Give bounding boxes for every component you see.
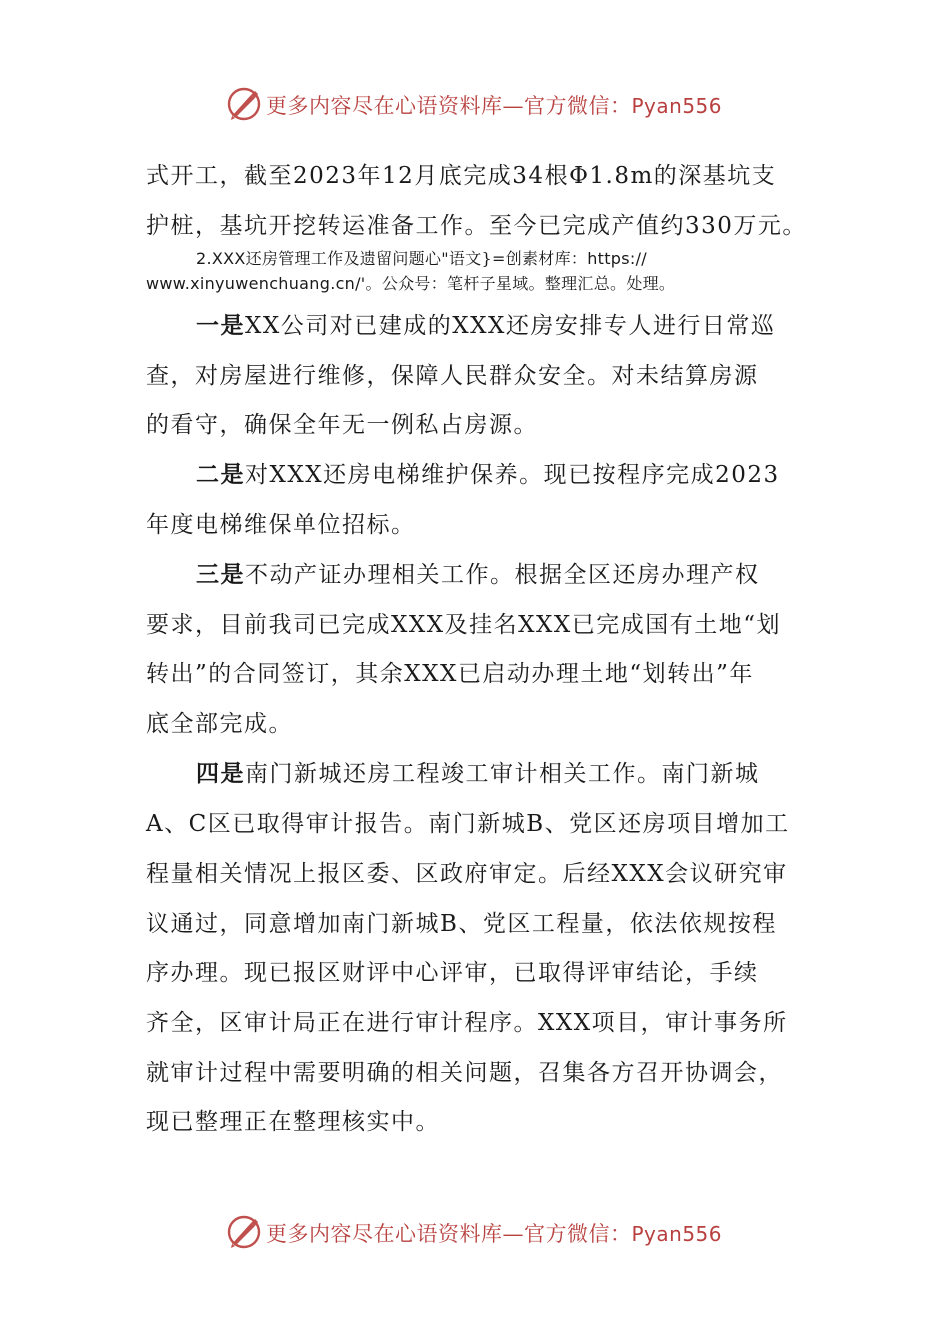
paragraph-first-line: 一是XX公司对已建成的XXX还房安排专人进行日常巡 — [196, 312, 776, 339]
banner-text: 更多内容尽在心语资料库—官方微信：Pyan556 — [266, 1222, 723, 1246]
paragraph-line: 的看守，确保全年无一例私占房源。 — [146, 412, 538, 438]
paragraph-line: 式开工，截至2023年12月底完成34根Φ1.8m的深基坑支 — [146, 163, 777, 189]
pen-logo-icon — [226, 1214, 262, 1250]
paragraph-line: 转出”的合同签订，其余XXX已启动办理土地“划转出”年 — [146, 661, 754, 687]
paragraph-line: 齐全，区审计局正在进行审计程序。XXX项目，审计事务所 — [146, 1010, 788, 1036]
paragraph-line: 底全部完成。 — [146, 711, 293, 737]
paragraph-line: 现已整理正在整理核实中。 — [146, 1109, 440, 1135]
paragraph-line: 年度电梯维保单位招标。 — [146, 512, 416, 538]
header-banner — [0, 78, 950, 126]
banner-text: 更多内容尽在心语资料库—官方微信：Pyan556 — [266, 94, 723, 118]
paragraph-first-line: 二是对XXX还房电梯维护保养。现已按程序完成2023 — [196, 461, 780, 488]
paragraph-line: 就审计过程中需要明确的相关问题，召集各方召开协调会， — [146, 1060, 783, 1086]
paragraph-first-line: 三是不动产证办理相关工作。根据全区还房办理产权 — [196, 561, 760, 588]
paragraph-line: 议通过，同意增加南门新城B、党区工程量，依法依规按程 — [146, 911, 777, 937]
paragraph-line: 程量相关情况上报区委、区政府审定。后经XXX会议研究审 — [146, 861, 788, 887]
footer-banner — [0, 1206, 950, 1254]
paragraph-line: 要求，目前我司已完成XXX及挂名XXX已完成国有土地“划 — [146, 612, 782, 638]
paragraph-first-line: 四是南门新城还房工程竣工审计相关工作。南门新城 — [196, 760, 760, 787]
wechat-id: Pyan556 — [631, 1222, 723, 1246]
paragraph-line: 护桩，基坑开挖转运准备工作。至今已完成产值约330万元。 — [146, 213, 807, 239]
paragraph-line: 序办理。现已报区财评中心评审，已取得评审结论，手续 — [146, 960, 759, 986]
wechat-id: Pyan556 — [631, 94, 723, 118]
paragraph-line: A、C区已取得审计报告。南门新城B、党区还房项目增加工 — [146, 811, 790, 837]
watermark-note-line: 2.XXX还房管理工作及遗留问题心"语文}=创素材库：https:// — [196, 249, 647, 268]
watermark-note-line: www.xinyuwenchuang.cn/'。公众号：笔杆子星域。整理汇总。处理。 — [146, 274, 676, 293]
pen-logo-icon — [226, 86, 262, 122]
paragraph-line: 查，对房屋进行维修，保障人民群众安全。对未结算房源 — [146, 363, 759, 389]
